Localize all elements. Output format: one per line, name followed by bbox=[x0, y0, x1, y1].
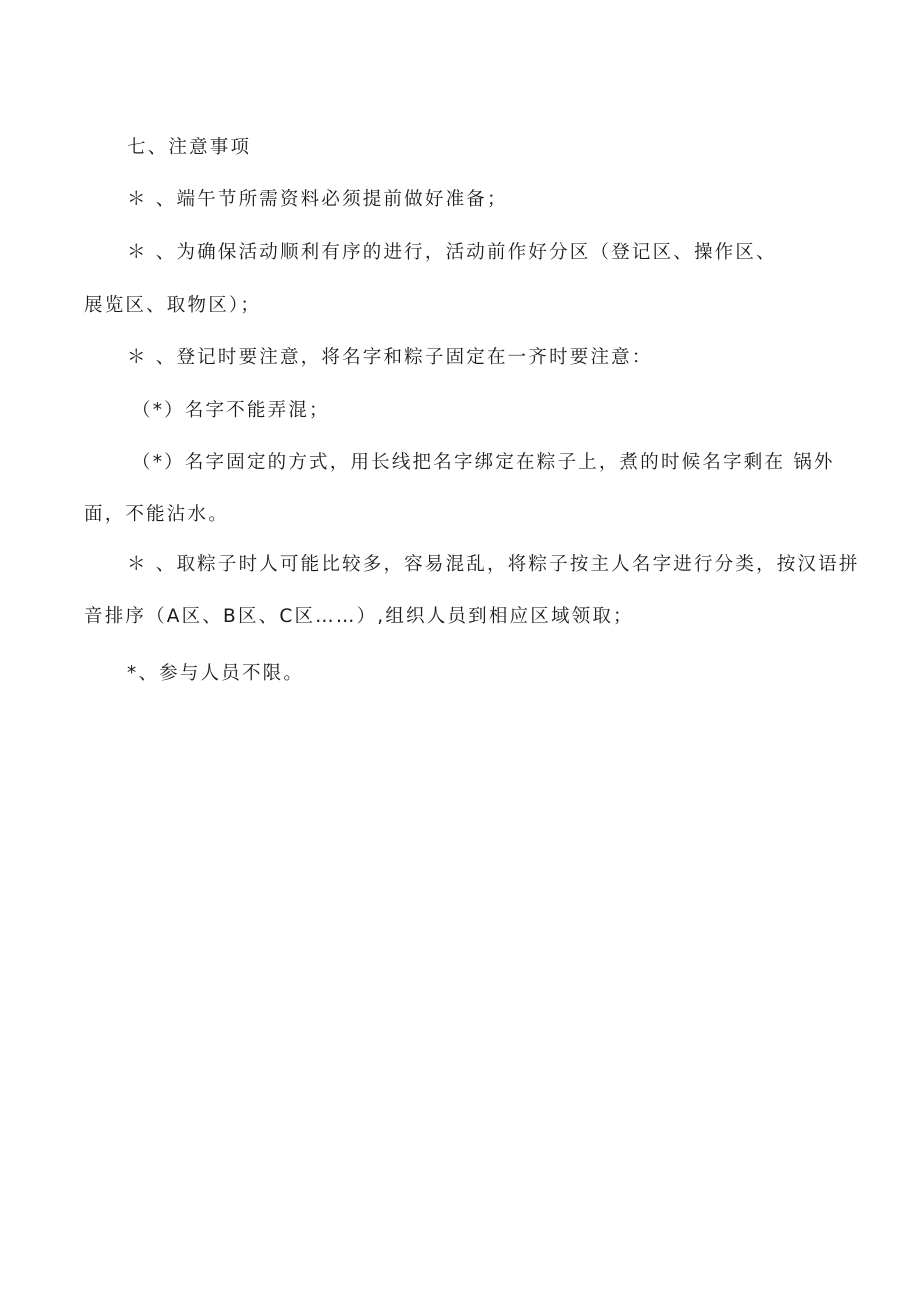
section-heading: 七、注意事项 bbox=[127, 137, 252, 158]
note-item-3-sub-2-line-2: 面，不能沾水。 bbox=[84, 504, 229, 525]
note-item-2-line-2: 展览区、取物区）； bbox=[84, 295, 262, 316]
note-item-4-line-2: 音排序（A区、B区、C区……）,组织人员到相应区域领取； bbox=[84, 606, 634, 627]
note-item-3-sub-1: （*）名字不能弄混； bbox=[132, 400, 330, 421]
note-item-3-sub-2-line-1: （*）名字固定的方式，用长线把名字绑定在粽子上，煮的时候名字剩在 锅外 bbox=[132, 452, 835, 473]
note-item-2-line-1: ＊ 、为确保活动顺利有序的进行，活动前作好分区（登记区、操作区、 bbox=[127, 242, 777, 263]
note-item-4-line-1: ＊ 、取粽子时人可能比较多，容易混乱，将粽子按主人名字进行分类，按汉语拼 bbox=[127, 554, 860, 575]
note-item-5: *、参与人员不限。 bbox=[127, 663, 305, 684]
note-item-1: ＊ 、端午节所需资料必须提前做好准备； bbox=[127, 189, 508, 210]
note-item-3: ＊ 、登记时要注意，将名字和粽子固定在一齐时要注意： bbox=[127, 347, 653, 368]
